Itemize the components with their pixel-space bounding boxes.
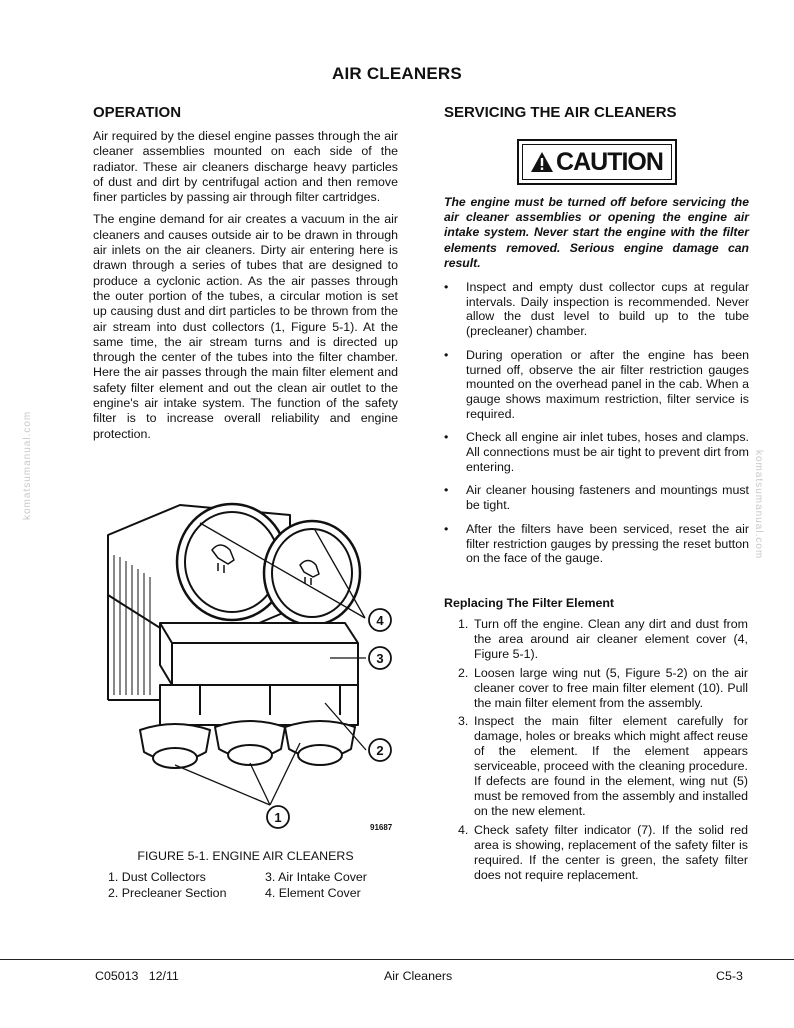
operation-paragraph-2: The engine demand for air creates a vacuum in the air cleaners and causes outside air to be drawn in through air inlets on the air cleaners. Dirty air entering here is drawn through a series of tubes that are designed to produce a cyclonic action. As the air passes through the outer portion of the tubes, a circular motion is set up causing dust and dirt particles to be thrown from the air stream into dust collectors (1, Figure 5-1). At the same time, the air stream turns and is directed up through the center of the tubes into the filter chamber. Here the air passes through the main filter element and safety filter element and out the clean air outlet to the engine's air intake system. The function of the safety filter is to increase overall reliability and engine protection. [93, 212, 398, 441]
operation-section [93, 104, 398, 449]
servicing-heading: SERVICING THE AIR CLEANERS [444, 104, 677, 121]
operation-heading: OPERATION [93, 104, 182, 121]
air-cleaner-illustration [100, 495, 400, 840]
list-item: • Inspect and empty dust collector cups at regular intervals. Daily inspection is recommended. Never allow the dust level to build up to the tube (precleaner) chamber. [444, 280, 749, 339]
list-item: • Check all engine air inlet tubes, hoses and clamps. All connections must be air tight to prevent dirt from entering. [444, 430, 749, 474]
callout-2: 2 [376, 743, 384, 758]
footer-doc-id: C05013 12/11 [95, 969, 179, 983]
drawing-number: 91687 [370, 823, 393, 832]
warning-triangle-icon [530, 151, 554, 173]
footer-divider [0, 959, 794, 960]
legend-item: 2. Precleaner Section [108, 886, 227, 900]
caution-label: CAUTION [556, 147, 663, 176]
list-item: • During operation or after the engine has been turned off, observe the air filter restriction gauges mounted on the overhead panel in the cab. When a gauge shows maximum restriction, filter service is required. [444, 347, 749, 421]
figure-caption: FIGURE 5-1. ENGINE AIR CLEANERS [137, 849, 354, 863]
callout-3: 3 [376, 651, 384, 666]
footer-section: Air Cleaners [384, 969, 453, 983]
callout-1: 1 [274, 810, 282, 825]
list-item: 3. Inspect the main filter element carefully for damage, holes or breaks which might affect reuse of the element. If the element appears serviceable, proceed with the cleaning procedure. If defects are found in the element, wing nut (5) must be removed from the assembly and installed on the new element. [458, 714, 748, 818]
legend-item: 3. Air Intake Cover [265, 870, 367, 884]
replacing-heading: Replacing The Filter Element [444, 596, 615, 610]
caution-sign [517, 139, 677, 185]
page-title: AIR CLEANERS [332, 64, 462, 83]
servicing-bullet-list [444, 280, 749, 566]
servicing-section [444, 104, 749, 575]
list-item: 4. Check safety filter indicator (7). If the solid red area is showing, replacement of the safety filter is required. If the center is green, the safety filter does not require replacement. [458, 822, 748, 882]
air-cleaner-figure [100, 495, 400, 840]
operation-paragraph-1: Air required by the diesel engine passes through the air cleaner assemblies mounted on each side of the radiator. These air cleaners discharge heavy particles of dust and dirt by centrifugal action and then remove finer particles by passing air through filter cartridges. [93, 129, 398, 205]
legend-item: 1. Dust Collectors [108, 870, 206, 884]
list-item: • After the filters have been serviced, reset the air filter restriction gauges by pressing the reset button on the face of the gauge. [444, 521, 749, 566]
watermark-right: komatsumanual.com [753, 450, 764, 560]
list-item: 1. Turn off the engine. Clean any dirt and dust from the area around air cleaner element cover (4, Figure 5-1). [458, 617, 748, 661]
legend-item: 4. Element Cover [265, 886, 361, 900]
footer-page-number: C5-3 [716, 969, 743, 983]
callout-4: 4 [376, 613, 384, 628]
caution-warning-text: The engine must be turned off before servicing the air cleaner assemblies or opening the engine air intake system. Never start the engine with the filter elements removed. Serious engine damage can result. [444, 195, 749, 270]
watermark-left: komatsumanual.com [22, 410, 33, 520]
replacing-steps-list [458, 617, 748, 886]
list-item: 2. Loosen large wing nut (5, Figure 5-2) on the air cleaner cover to free main filter element (10). Pull the main filter element from the assembly. [458, 665, 748, 710]
list-item: • Air cleaner housing fasteners and mountings must be tight. [444, 483, 749, 513]
